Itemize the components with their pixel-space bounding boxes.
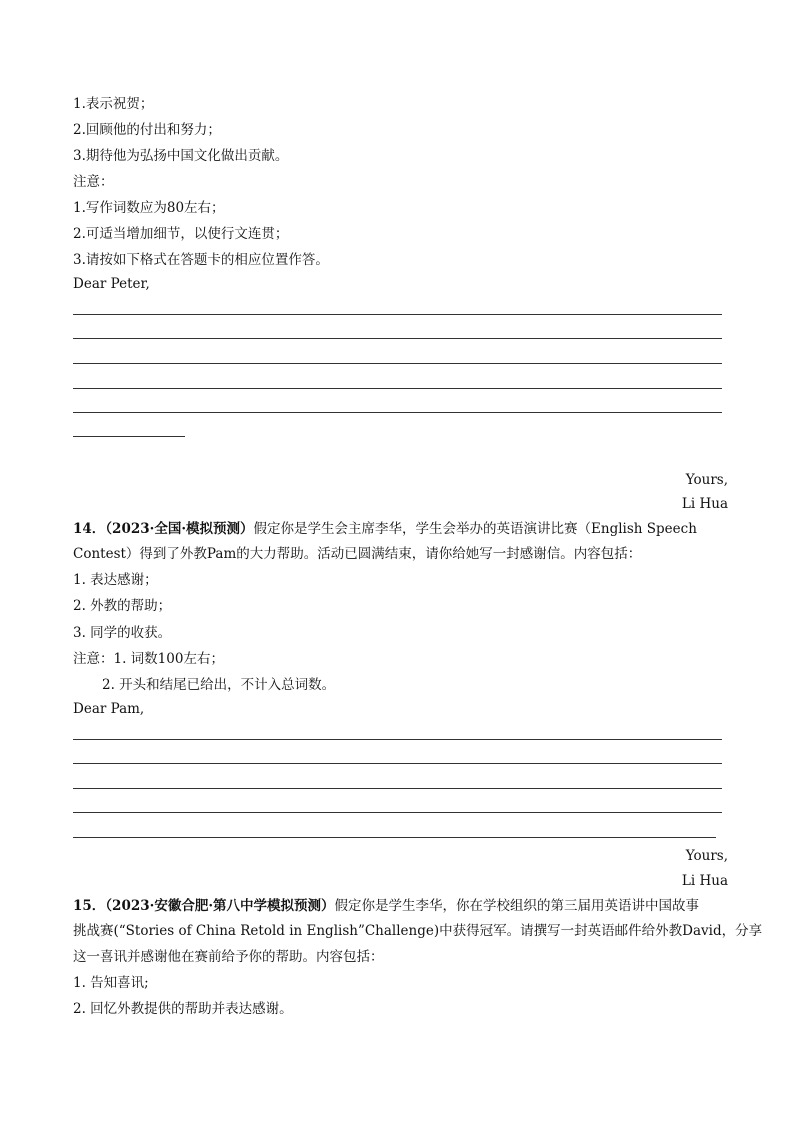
q13-answer-line-short[interactable] bbox=[73, 436, 185, 437]
q14-source: （2023·全国·模拟预测） bbox=[105, 521, 254, 537]
q14-number: 14． bbox=[73, 521, 106, 537]
q14-answer-line[interactable] bbox=[73, 788, 722, 789]
q14-salutation: Dear Pam, bbox=[73, 701, 145, 717]
q15-prompt-line-2: 挑战赛(“Stories of China Retold in English”Challenge)中获得冠军。请撰写一封英语邮件给外教David，分享 bbox=[73, 923, 763, 939]
q15-source: （2023·安徽合肥·第八中学模拟预测） bbox=[105, 898, 335, 914]
q14-answer-line[interactable] bbox=[73, 837, 716, 838]
q14-item-1: 1. 表达感谢； bbox=[73, 572, 158, 588]
q13-answer-line[interactable] bbox=[73, 388, 722, 389]
q14-prompt-line-2: Contest）得到了外教Pam的大力帮助。活动已圆满结束，请你给她写一封感谢信。内容包括： bbox=[73, 546, 642, 562]
q13-answer-line[interactable] bbox=[73, 363, 722, 364]
q13-answer-line[interactable] bbox=[73, 314, 722, 315]
q14-answer-line[interactable] bbox=[73, 763, 722, 764]
q13-answer-line[interactable] bbox=[73, 338, 722, 339]
q15-item-1: 1. 告知喜讯; bbox=[73, 975, 149, 991]
q13-item-3: 3.期待他为弘扬中国文化做出贡献。 bbox=[73, 148, 289, 164]
q15-prompt-line-3: 这一喜讯并感谢他在赛前给予你的帮助。内容包括： bbox=[73, 949, 384, 965]
q14-prompt-line-1 bbox=[73, 520, 697, 538]
q14-signature: Li Hua bbox=[681, 873, 728, 889]
q15-text: 假定你是学生李华，你在学校组织的第三届用英语讲中国故事 bbox=[334, 898, 700, 914]
q13-salutation: Dear Peter, bbox=[73, 276, 150, 292]
q14-item-2: 2. 外教的帮助； bbox=[73, 598, 172, 614]
q13-answer-line[interactable] bbox=[73, 412, 722, 413]
q13-item-1: 1.表示祝贺； bbox=[73, 96, 154, 112]
q13-note-label: 注意： bbox=[73, 174, 114, 190]
q14-answer-line[interactable] bbox=[73, 739, 722, 740]
q14-text: 假定你是学生会主席李华，学生会举办的英语演讲比赛（English Speech bbox=[253, 521, 697, 537]
q13-closing: Yours, bbox=[685, 472, 728, 488]
q15-prompt-line-1 bbox=[73, 897, 699, 915]
q15-item-2: 2. 回忆外教提供的帮助并表达感谢。 bbox=[73, 1001, 293, 1017]
q13-note-1: 1.写作词数应为80左右； bbox=[73, 200, 225, 216]
q14-answer-line[interactable] bbox=[73, 812, 722, 813]
q13-note-2: 2.可适当增加细节，以使行文连贯； bbox=[73, 226, 289, 242]
q14-note-1: 注意：1. 词数100左右； bbox=[73, 651, 224, 667]
q14-item-3: 3. 同学的收获。 bbox=[73, 625, 172, 641]
q13-item-2: 2.回顾他的付出和努力； bbox=[73, 122, 221, 138]
q14-note-2: 2. 开头和结尾已给出，不计入总词数。 bbox=[102, 677, 336, 693]
q13-signature: Li Hua bbox=[681, 496, 728, 512]
q14-closing: Yours, bbox=[685, 848, 728, 864]
q13-note-3: 3.请按如下格式在答题卡的相应位置作答。 bbox=[73, 252, 329, 268]
q15-number: 15． bbox=[73, 898, 106, 914]
